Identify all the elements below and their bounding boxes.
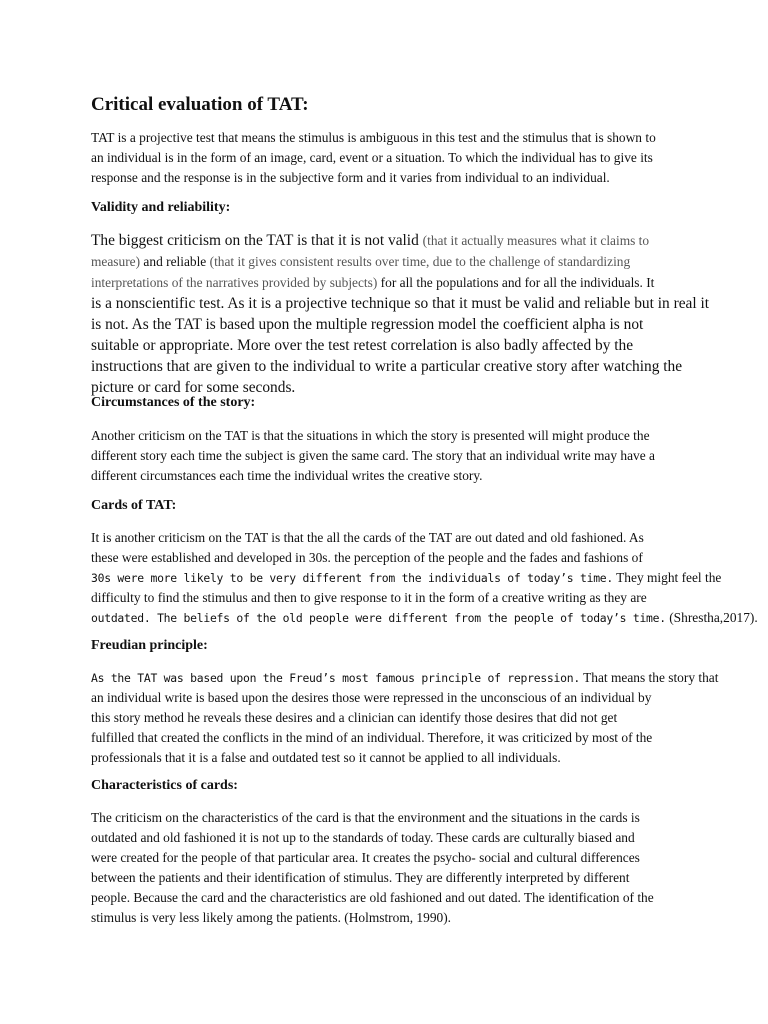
freudian-paragraph — [91, 668, 718, 768]
characteristics-line: stimulus is very less likely among the patients. (Holmstrom, 1990). — [91, 910, 452, 925]
cards-line: It is another criticism on the TAT is that the all the cards of the TAT are out dated and old fashioned. As — [91, 530, 644, 545]
validity-text: and reliable — [140, 254, 210, 269]
cards-text: 30s were more likely to be very different from the individuals of today’s time. — [91, 571, 614, 585]
freudian-line: fulfilled that created the conflicts in the mind of an individual. Therefore, it was criticized by most of the — [91, 730, 653, 745]
cards-text: They might feel the — [613, 570, 722, 585]
circumstances-heading: Circumstances of the story: — [91, 395, 256, 410]
validity-line: suitable or appropriate. More over the test retest correlation is also badly affected by the — [91, 337, 634, 354]
intro-paragraph — [91, 128, 656, 188]
freudian-line: this story method he reveals these desires and a clinician can identify those desires that did not get — [91, 710, 618, 725]
validity-aside: (that it actually measures what it claims to — [422, 233, 650, 248]
validity-paragraph — [91, 230, 709, 398]
characteristics-paragraph — [91, 808, 654, 928]
validity-line — [91, 272, 709, 293]
intro-line: response and the response is in the subjective form and it varies from individual to an individual. — [91, 170, 610, 185]
validity-line — [91, 251, 709, 272]
validity-aside: measure) — [91, 254, 141, 269]
circumstances-line: different story each time the subject is given the same card. The story that an individual write may have a — [91, 448, 655, 463]
cards-text: outdated. The beliefs of the old people were different from the people of today’s time. — [91, 611, 666, 625]
validity-heading: Validity and reliability: — [91, 200, 231, 215]
cards-line: difficulty to find the stimulus and then to give response to it in the form of a creative writing as they are — [91, 590, 647, 605]
circumstances-line: different circumstances each time the individual writes the creative story. — [91, 468, 483, 483]
validity-line: is not. As the TAT is based upon the multiple regression model the coefficient alpha is not — [91, 316, 644, 333]
characteristics-line: The criticism on the characteristics of the card is that the environment and the situations in the cards is — [91, 810, 640, 825]
freudian-heading: Freudian principle: — [91, 638, 208, 653]
page-title: Critical evaluation of TAT: — [91, 94, 309, 115]
cards-line — [91, 608, 758, 628]
cards-heading: Cards of TAT: — [91, 498, 177, 513]
validity-aside: interpretations of the narratives provided by subjects) — [91, 275, 378, 290]
validity-line: is a nonscientific test. As it is a projective technique so that it must be valid and reliable but in real it — [91, 295, 710, 312]
characteristics-line: outdated and old fashioned it is not up to the standards of today. These cards are culturally biased and — [91, 830, 635, 845]
characteristics-line: between the patients and their identification of stimulus. They are differently interpreted by different — [91, 870, 630, 885]
cards-line — [91, 568, 758, 588]
intro-line: TAT is a projective test that means the stimulus is ambiguous in this test and the stimulus that is shown to — [91, 130, 656, 145]
cards-citation: (Shrestha,2017). — [665, 610, 758, 625]
validity-text: The biggest criticism on the TAT is that it is not valid — [91, 232, 423, 249]
freudian-line: professionals that it is a false and outdated test so it cannot be applied to all individuals. — [91, 750, 561, 765]
intro-line: an individual is in the form of an image, card, event or a situation. To which the individual has to give its — [91, 150, 653, 165]
freudian-text: As the TAT was based upon the Freud’s most famous principle of repression. — [91, 671, 580, 685]
freudian-text: That means the story that — [579, 670, 719, 685]
validity-line: instructions that are given to the individual to write a particular creative story after watching the — [91, 358, 683, 375]
validity-aside: (that it gives consistent results over time, due to the challenge of standardizing — [209, 254, 631, 269]
validity-line — [91, 230, 709, 251]
freudian-line: an individual write is based upon the desires those were repressed in the unconscious of an individual by — [91, 690, 652, 705]
cards-paragraph — [91, 528, 758, 628]
characteristics-heading: Characteristics of cards: — [91, 778, 238, 793]
freudian-line — [91, 668, 718, 688]
characteristics-line: were created for the people of that particular area. It creates the psycho- social and cultural differences — [91, 850, 640, 865]
cards-line: these were established and developed in 30s. the perception of the people and the fades and fashions of — [91, 550, 643, 565]
validity-text: for all the populations and for all the individuals. It — [377, 275, 655, 290]
validity-line: picture or card for some seconds. — [91, 379, 296, 396]
circumstances-line: Another criticism on the TAT is that the situations in which the story is presented will might produce the — [91, 428, 650, 443]
circumstances-paragraph — [91, 426, 655, 486]
characteristics-line: people. Because the card and the characteristics are old fashioned and out dated. The identification of the — [91, 890, 654, 905]
